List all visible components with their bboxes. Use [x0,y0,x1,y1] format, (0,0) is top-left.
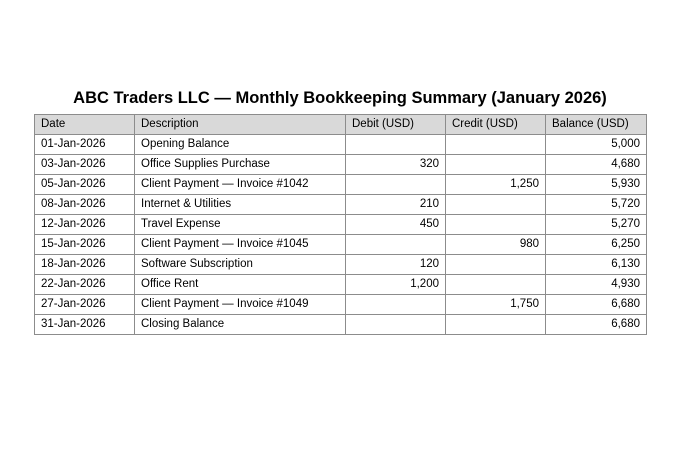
cell-description: Travel Expense [135,215,346,235]
cell-date: 01-Jan-2026 [35,135,135,155]
table-row [35,295,647,315]
column-header-balance: Balance (USD) [546,115,647,135]
cell-description: Office Supplies Purchase [135,155,346,175]
cell-balance: 5,270 [546,215,647,235]
cell-credit [446,315,546,335]
cell-credit [446,155,546,175]
cell-credit: 980 [446,235,546,255]
cell-balance: 6,250 [546,235,647,255]
cell-balance: 5,000 [546,135,647,155]
cell-description: Client Payment — Invoice #1049 [135,295,346,315]
cell-credit [446,215,546,235]
cell-description: Software Subscription [135,255,346,275]
table-row [35,195,647,215]
cell-date: 08-Jan-2026 [35,195,135,215]
cell-description: Client Payment — Invoice #1042 [135,175,346,195]
cell-credit [446,275,546,295]
cell-balance: 5,930 [546,175,647,195]
table-row [35,215,647,235]
bookkeeping-table [34,114,647,335]
table-header-row [35,115,647,135]
cell-debit: 450 [346,215,446,235]
table-row [35,275,647,295]
cell-date: 22-Jan-2026 [35,275,135,295]
cell-date: 31-Jan-2026 [35,315,135,335]
cell-description: Opening Balance [135,135,346,155]
cell-description: Client Payment — Invoice #1045 [135,235,346,255]
cell-balance: 6,130 [546,255,647,275]
cell-date: 12-Jan-2026 [35,215,135,235]
cell-credit: 1,750 [446,295,546,315]
cell-description: Internet & Utilities [135,195,346,215]
cell-balance: 6,680 [546,315,647,335]
cell-debit: 320 [346,155,446,175]
cell-credit [446,255,546,275]
cell-debit [346,295,446,315]
column-header-date: Date [35,115,135,135]
cell-description: Closing Balance [135,315,346,335]
column-header-description: Description [135,115,346,135]
table-row [35,135,647,155]
cell-date: 03-Jan-2026 [35,155,135,175]
table-row [35,155,647,175]
cell-balance: 6,680 [546,295,647,315]
table-row [35,255,647,275]
column-header-credit: Credit (USD) [446,115,546,135]
cell-debit: 1,200 [346,275,446,295]
cell-date: 15-Jan-2026 [35,235,135,255]
cell-balance: 4,680 [546,155,647,175]
cell-date: 18-Jan-2026 [35,255,135,275]
cell-credit [446,195,546,215]
document-title: ABC Traders LLC — Monthly Bookkeeping Summary (January 2026) [73,89,607,107]
table-body [35,135,647,335]
cell-description: Office Rent [135,275,346,295]
cell-debit [346,235,446,255]
column-header-debit: Debit (USD) [346,115,446,135]
cell-date: 05-Jan-2026 [35,175,135,195]
table-row [35,235,647,255]
cell-date: 27-Jan-2026 [35,295,135,315]
cell-balance: 4,930 [546,275,647,295]
table-row [35,175,647,195]
cell-credit: 1,250 [446,175,546,195]
cell-debit [346,135,446,155]
cell-debit [346,175,446,195]
table-row [35,315,647,335]
cell-debit: 210 [346,195,446,215]
cell-balance: 5,720 [546,195,647,215]
cell-credit [446,135,546,155]
cell-debit: 120 [346,255,446,275]
cell-debit [346,315,446,335]
